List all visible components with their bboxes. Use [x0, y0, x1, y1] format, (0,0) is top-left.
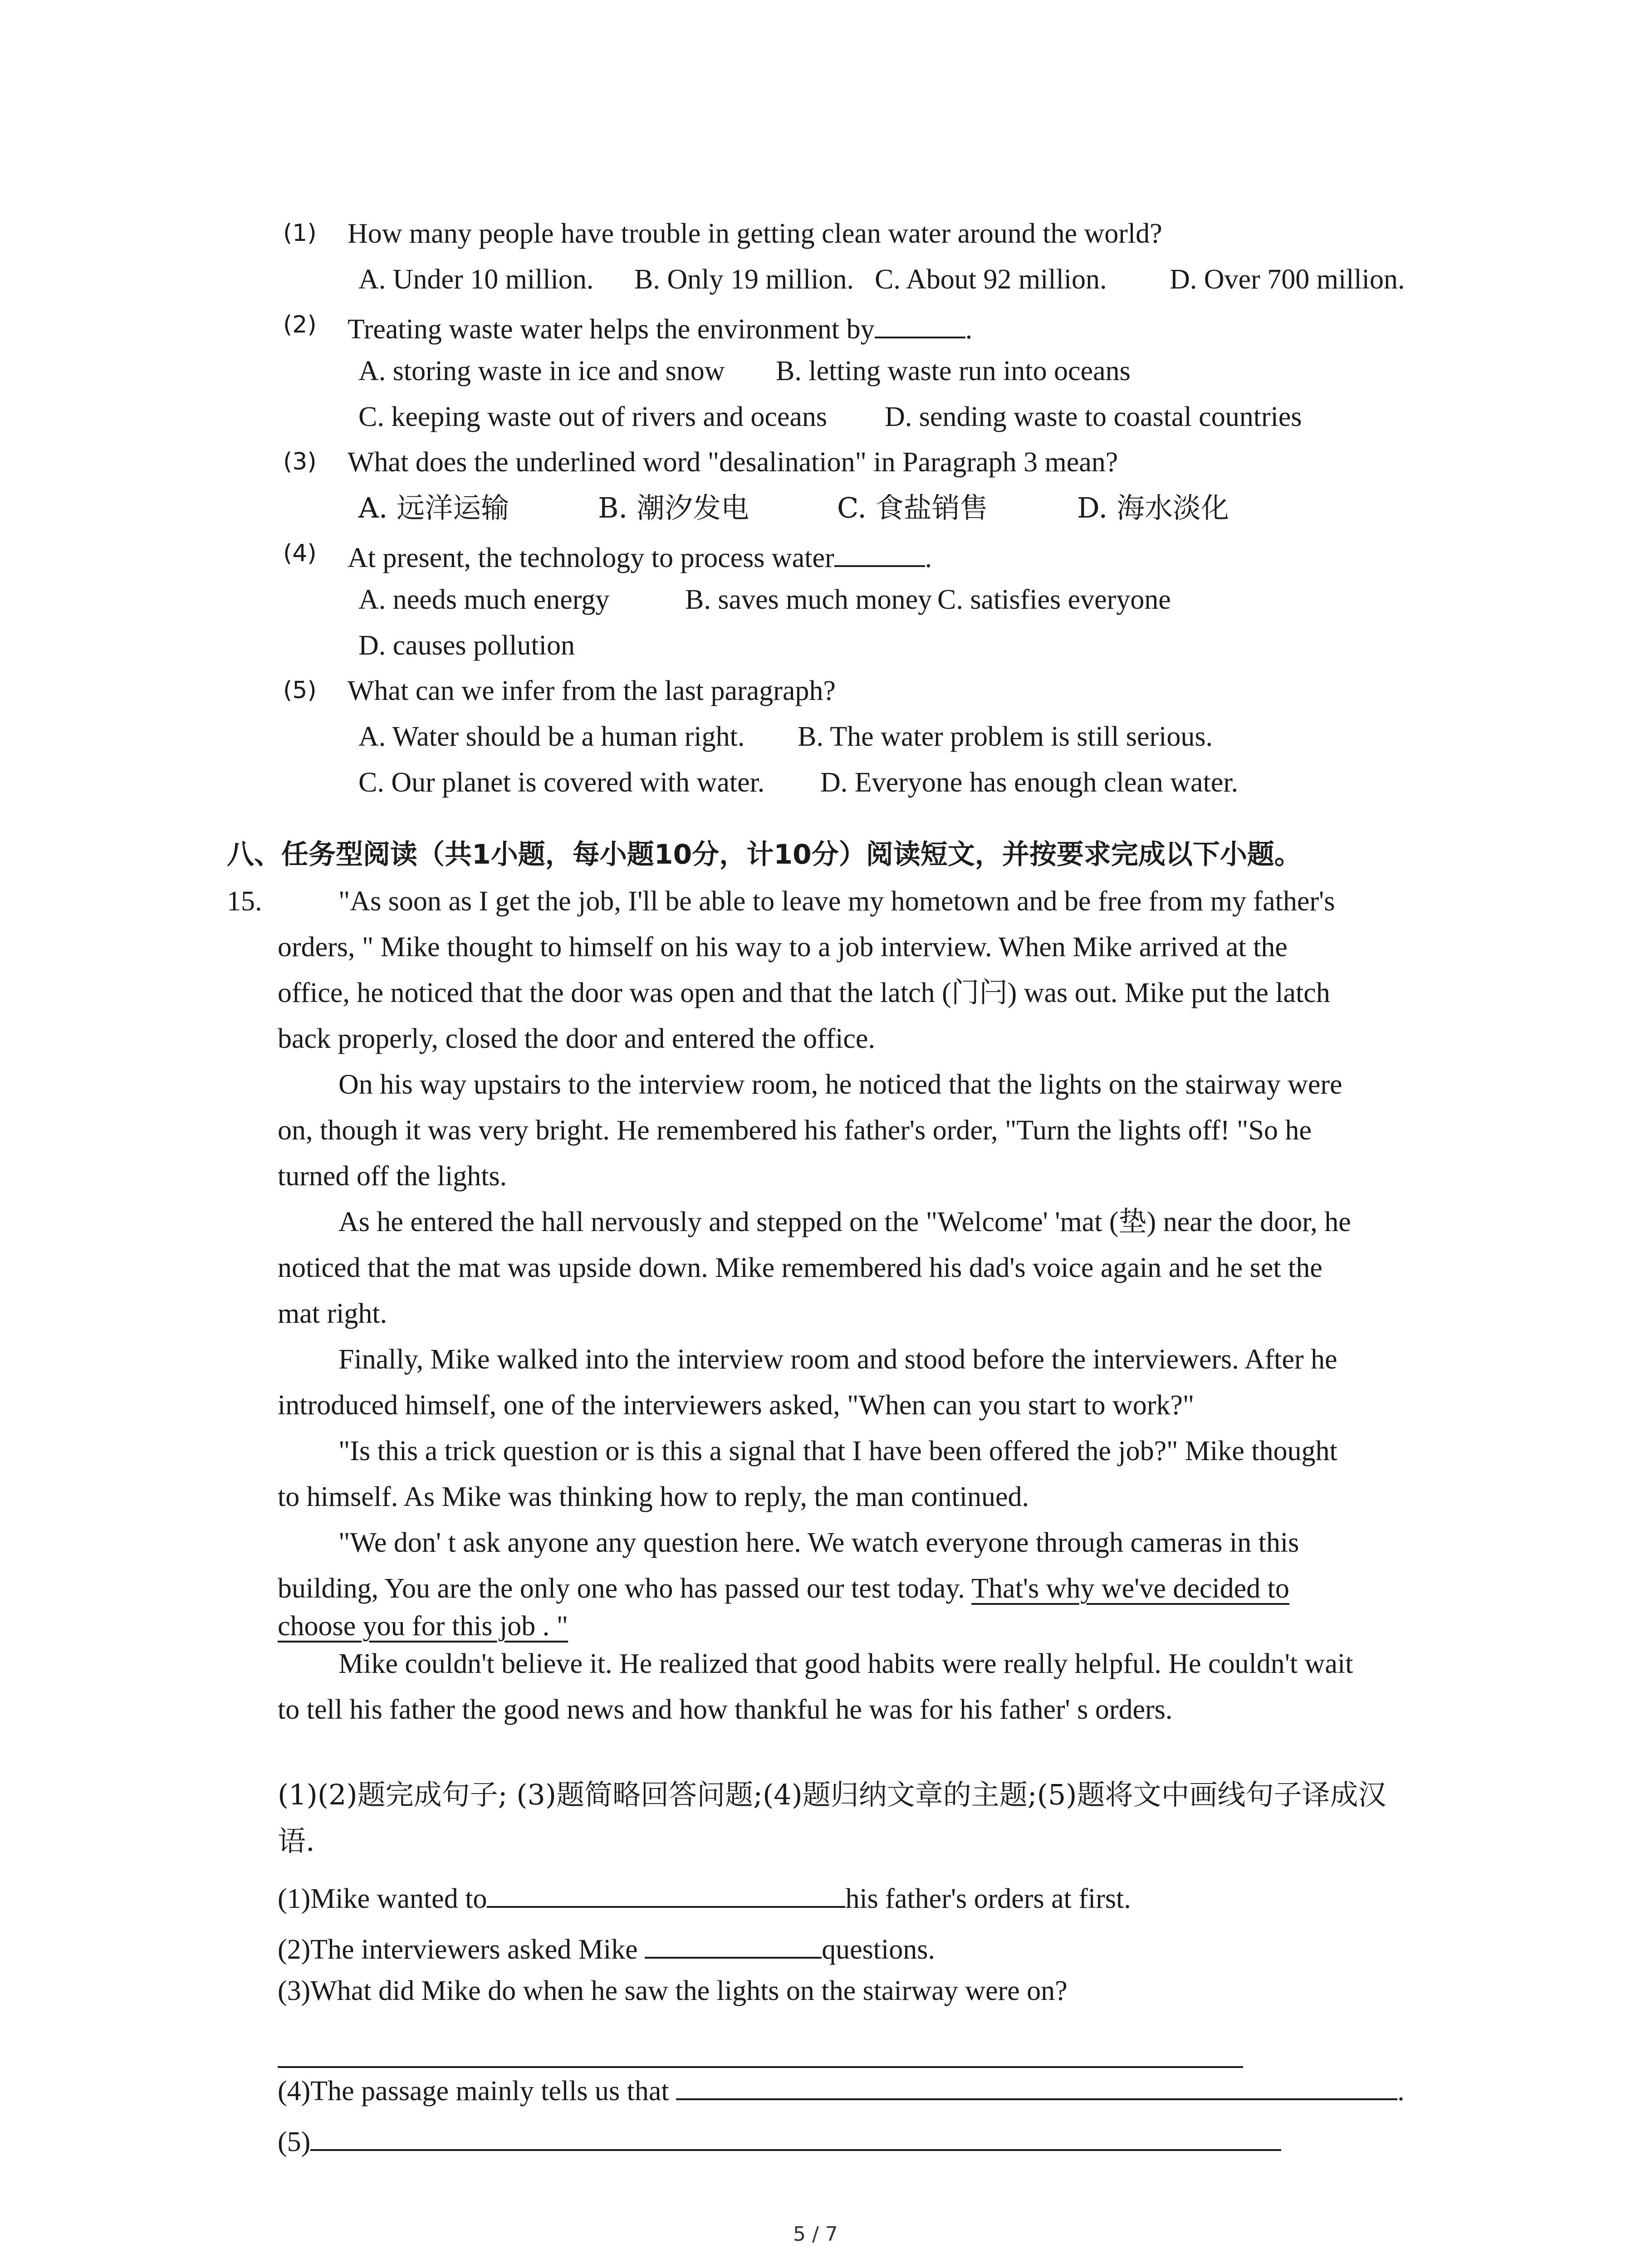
- task-1: (1)Mike wanted to his father's orders at first.: [278, 1878, 1131, 1916]
- answer-blank[interactable]: [875, 308, 965, 338]
- passage-line: mat right.: [278, 1298, 387, 1329]
- page-number: 5 / 7: [793, 2223, 838, 2246]
- underlined-sentence: That's why we've decided to: [971, 1573, 1289, 1604]
- instructions: (1)(2)题完成句子; (3)题简略回答问题;(4)题归纳文章的主题;(5)题将文中画线句子译成汉: [278, 1778, 1386, 1811]
- option-c: C. Our planet is covered with water.: [358, 767, 765, 798]
- section-heading: 八、任务型阅读（共1小题，每小题10分，计10分）阅读短文，并按要求完成以下小题。: [227, 839, 1302, 870]
- question-number: (1): [283, 220, 317, 247]
- task-5: (5): [278, 2121, 1281, 2159]
- question-stem: What can we infer from the last paragraph?: [348, 675, 836, 706]
- answer-line[interactable]: [278, 2066, 1243, 2068]
- passage-line: introduced himself, one of the interviewers asked, "When can you start to work?": [278, 1390, 1195, 1421]
- passage-line: on, though it was very bright. He remembered his father's order, "Turn the lights off! "So he: [278, 1115, 1312, 1146]
- passage-line: As he entered the hall nervously and stepped on the "Welcome' 'mat (垫) near the door, he: [338, 1207, 1351, 1237]
- answer-blank[interactable]: [487, 1878, 845, 1908]
- passage-line: back properly, closed the door and entered the office.: [278, 1023, 875, 1054]
- option-d: D. 海水淡化: [1077, 491, 1229, 524]
- option-b: B. Only 19 million.: [634, 264, 854, 295]
- answer-blank[interactable]: [310, 2121, 1281, 2151]
- question-stem: Treating waste water helps the environment by .: [348, 308, 972, 346]
- passage-line: Finally, Mike walked into the interview room and stood before the interviewers. After he: [338, 1344, 1337, 1375]
- question-stem: At present, the technology to process water .: [348, 537, 932, 575]
- option-a: A. Water should be a human right.: [358, 721, 745, 752]
- option-b: B. saves much money: [685, 584, 932, 615]
- answer-blank[interactable]: [834, 537, 925, 567]
- passage-line: building, You are the only one who has passed our test today. That's why we've decided to: [278, 1573, 1289, 1604]
- option-a: A. 远洋运输: [358, 491, 509, 524]
- passage-line: Mike couldn't believe it. He realized that good habits were really helpful. He couldn't wait: [338, 1648, 1353, 1679]
- passage-number: 15.: [227, 886, 262, 917]
- passage-line: "Is this a trick question or is this a signal that I have been offered the job?" Mike thought: [338, 1436, 1337, 1466]
- question-number: (2): [283, 311, 317, 338]
- answer-blank[interactable]: [676, 2070, 1397, 2100]
- option-b: B. letting waste run into oceans: [776, 356, 1131, 386]
- question-stem: How many people have trouble in getting clean water around the world?: [348, 218, 1162, 249]
- option-d: D. Over 700 million.: [1170, 264, 1405, 295]
- underlined-sentence: choose you for this job . ": [278, 1611, 568, 1642]
- task-3: (3)What did Mike do when he saw the lights on the stairway were on?: [278, 1975, 1068, 2006]
- passage-line: "As soon as I get the job, I'll be able to leave my hometown and be free from my father's: [338, 886, 1335, 917]
- option-d: D. causes pollution: [358, 630, 575, 661]
- question-number: (4): [283, 540, 317, 567]
- passage-line: orders, " Mike thought to himself on his way to a job interview. When Mike arrived at the: [278, 932, 1288, 963]
- option-b: B. The water problem is still serious.: [798, 721, 1213, 752]
- question-number: (3): [283, 448, 317, 475]
- option-c: C. 食盐销售: [837, 491, 988, 524]
- option-a: A. needs much energy: [358, 584, 610, 615]
- question-number: (5): [283, 677, 317, 704]
- option-d: D. Everyone has enough clean water.: [820, 767, 1239, 798]
- option-b: B. 潮汐发电: [598, 491, 749, 524]
- passage-line: "We don' t ask anyone any question here. We watch everyone through cameras in this: [338, 1527, 1299, 1558]
- passage-line: to himself. As Mike was thinking how to reply, the man continued.: [278, 1481, 1029, 1512]
- option-a: A. Under 10 million.: [358, 264, 594, 295]
- passage-line: to tell his father the good news and how thankful he was for his father' s orders.: [278, 1694, 1173, 1725]
- passage-line: office, he noticed that the door was open and that the latch (门闩) was out. Mike put the latch: [278, 978, 1330, 1008]
- option-c: C. About 92 million.: [875, 264, 1107, 295]
- passage-line: On his way upstairs to the interview room, he noticed that the lights on the stairway were: [338, 1069, 1342, 1100]
- instructions: 语.: [278, 1824, 315, 1857]
- question-stem: What does the underlined word "desalination" in Paragraph 3 mean?: [348, 447, 1118, 478]
- option-d: D. sending waste to coastal countries: [885, 401, 1302, 432]
- passage-line: [278, 1609, 568, 1643]
- option-a: A. storing waste in ice and snow: [358, 356, 725, 386]
- task-4: (4)The passage mainly tells us that .: [278, 2070, 1405, 2108]
- passage-line: turned off the lights.: [278, 1161, 507, 1192]
- option-c: C. satisfies everyone: [937, 584, 1171, 615]
- option-c: C. keeping waste out of rivers and oceans: [358, 401, 828, 432]
- passage-line: noticed that the mat was upside down. Mike remembered his dad's voice again and he set the: [278, 1252, 1323, 1283]
- answer-blank[interactable]: [645, 1929, 822, 1959]
- task-2: (2)The interviewers asked Mike questions.: [278, 1929, 935, 1966]
